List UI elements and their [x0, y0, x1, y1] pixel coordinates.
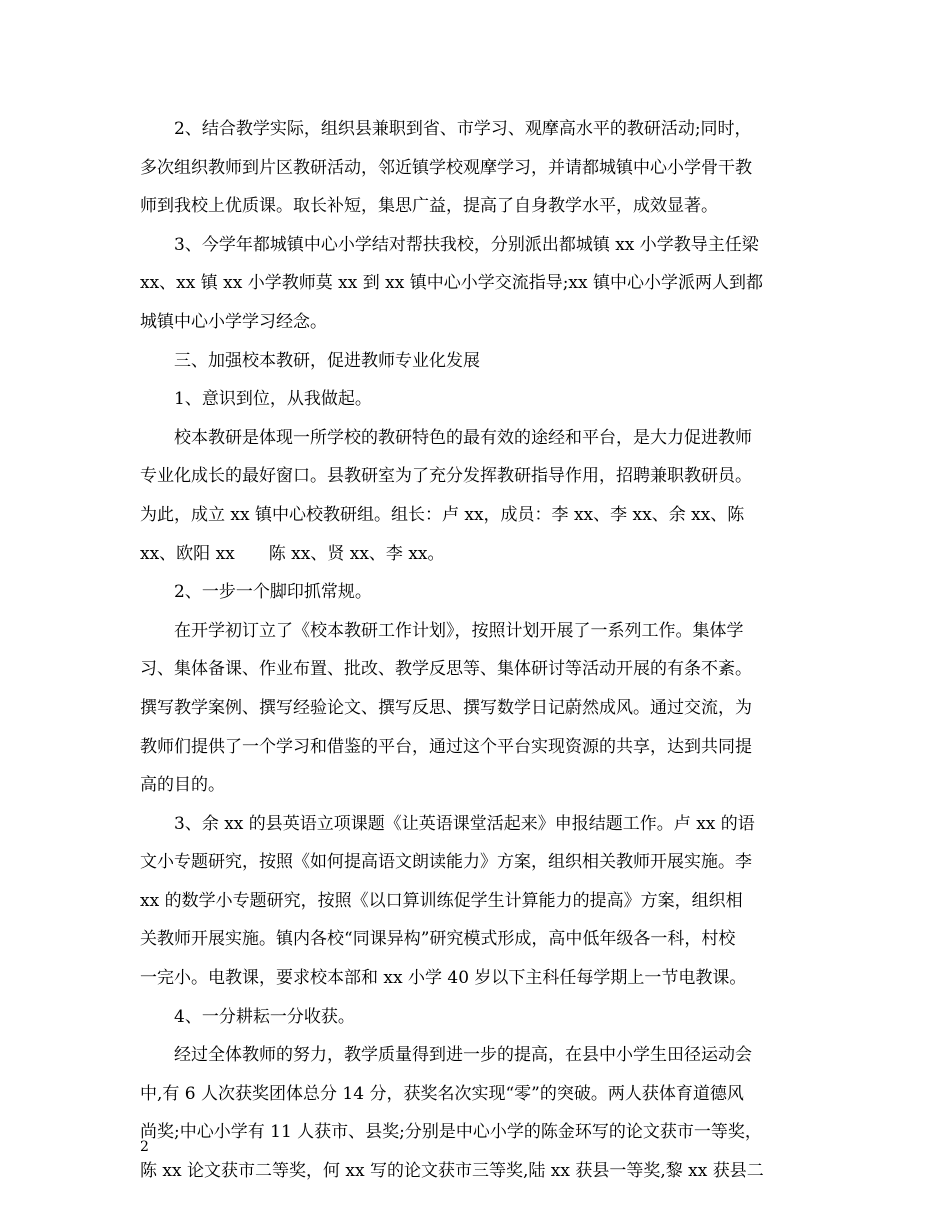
text-line: 多次组织教师到片区教研活动，邻近镇学校观摩学习，并请都城镇中心小学骨干教: [140, 157, 752, 178]
text-line: 专业化成长的最好窗口。县教研室为了充分发挥教研指导作用，招聘兼职教研员。: [140, 466, 752, 487]
text-line: 文小专题研究，按照《如何提高语文朗读能力》方案，组织相关教师开展实施。李: [140, 852, 752, 873]
text-line: 1、意识到位，从我做起。: [140, 389, 372, 410]
text-line: 陈 xx 论文获市二等奖，何 xx 写的论文获市三等奖,陆 xx 获县一等奖,黎 xx 获县二: [140, 1161, 764, 1182]
page-number: 2: [140, 1139, 149, 1155]
text-line: 经过全体教师的努力，教学质量得到进一步的提高，在县中小学生田径运动会: [140, 1045, 752, 1066]
text-line: 关教师开展实施。镇内各校“同课异构”研究模式形成，高中低年级各一科，村校: [140, 929, 736, 950]
text-line: xx、欧阳 xx 陈 xx、贤 xx、李 xx。: [140, 543, 445, 564]
text-line: 城镇中心小学学习经念。: [140, 311, 327, 332]
text-line: 撰写教学案例、撰写经验论文、撰写反思、撰写数学日记蔚然成风。通过交流，为: [140, 697, 752, 718]
text-line: 校本教研是体现一所学校的教研特色的最有效的途经和平台，是大力促进教师: [140, 427, 752, 448]
text-line: 中,有 6 人次获奖团体总分 14 分，获奖名次实现“零”的突破。两人获体育道德风: [140, 1083, 744, 1104]
text-line: 高的目的。: [140, 775, 225, 796]
document-body: [140, 110, 812, 1191]
text-line: 一完小。电教课，要求校本部和 xx 小学 40 岁以下主科任每学期上一节电教课。: [140, 968, 747, 989]
text-line: xx、xx 镇 xx 小学教师莫 xx 到 xx 镇中心小学交流指导;xx 镇中心小学派两人到都: [140, 273, 764, 294]
text-line: 师到我校上优质课。取长补短，集思广益，提高了自身教学水平，成效显著。: [140, 196, 718, 217]
text-line: 为此，成立 xx 镇中心校教研组。组长：卢 xx，成员：李 xx、李 xx、余 xx、陈: [140, 504, 745, 525]
text-line: 3、今学年都城镇中心小学结对帮扶我校，分别派出都城镇 xx 小学教导主任梁: [140, 234, 759, 255]
text-line: xx 的数学小专题研究，按照《以口算训练促学生计算能力的提高》方案，组织相: [140, 890, 743, 911]
text-line: 4、一分耕耘一分收获。: [140, 1006, 355, 1027]
text-line: 在开学初订立了《校本教研工作计划》，按照计划开展了一系列工作。集体学: [140, 620, 744, 641]
text-line: 2、结合教学实际，组织县兼职到省、市学习、观摩高水平的教研活动;同时，: [140, 119, 752, 139]
text-line: 3、余 xx 的县英语立项课题《让英语课堂活起来》申报结题工作。卢 xx 的语: [140, 813, 755, 834]
text-line: 习、集体备课、作业布置、批改、教学反思等、集体研讨等活动开展的有条不紊。: [140, 659, 752, 680]
text-line: 尚奖;中心小学有 11 人获市、县奖;分别是中心小学的陈金环写的论文获市一等奖，: [140, 1122, 762, 1143]
text-line: 2、一步一个脚印抓常规。: [140, 582, 372, 603]
text-line: 教师们提供了一个学习和借鉴的平台，通过这个平台实现资源的共享，达到共同提: [140, 736, 752, 757]
text-line: 三、加强校本教研，促进教师专业化发展: [140, 350, 480, 371]
